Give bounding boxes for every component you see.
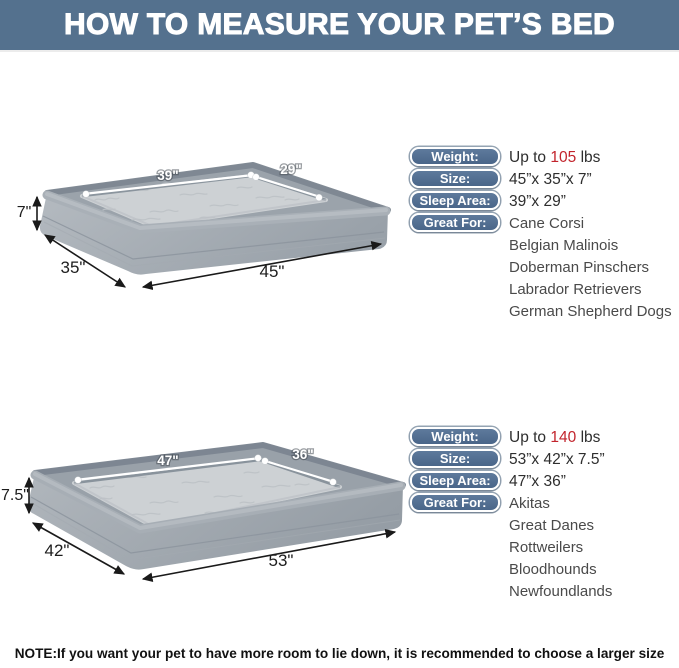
sleep-area-label-pill — [410, 471, 500, 490]
sleep-length-label: 39" — [157, 168, 179, 183]
weight-unit: lbs — [580, 429, 601, 446]
bed-diagram-small — [0, 100, 400, 315]
size-label-pill — [410, 449, 500, 468]
great-for-label-pill — [410, 493, 500, 512]
great-for-label: Great For: — [423, 495, 487, 510]
sleep-area-row — [410, 191, 676, 211]
breed-item: Great Danes — [509, 517, 595, 534]
height-label: 7.5" — [1, 487, 29, 504]
sleep-area-label-pill — [410, 191, 500, 210]
size-row — [410, 449, 676, 469]
breed-item: Belgian Malinois — [509, 237, 619, 254]
depth-label: 35" — [60, 258, 86, 277]
size-label-pill — [410, 169, 500, 188]
great-for-row — [410, 213, 676, 324]
sleep-area-label: Sleep Area: — [419, 473, 491, 488]
sleep-area-value: 47”x 36” — [509, 473, 566, 490]
weight-label: Weight: — [431, 149, 479, 164]
breed-item: Cane Corsi — [509, 215, 585, 232]
page-title: HOW TO MEASURE YOUR PET’S BED — [64, 8, 615, 41]
sleep-area-row — [410, 471, 676, 491]
weight-number: 140 — [550, 429, 577, 446]
great-for-label: Great For: — [423, 215, 487, 230]
weight-value — [509, 147, 600, 167]
weight-number: 105 — [550, 149, 577, 166]
weight-label-pill — [410, 147, 500, 166]
size-row — [410, 169, 676, 189]
height-label: 7" — [16, 204, 32, 221]
breed-item: Doberman Pinschers — [509, 259, 650, 276]
weight-prefix: Up to — [509, 429, 547, 446]
size-note: NOTE:If you want your pet to have more room to lie down, it is recommended to choose a larger size — [14, 646, 665, 661]
sleep-length-label: 47" — [157, 453, 179, 468]
breed-item: Labrador Retrievers — [509, 281, 642, 298]
spec-block-large-bed — [410, 427, 676, 606]
breed-list — [509, 493, 612, 604]
height-dimension — [1, 478, 29, 513]
weight-row — [410, 147, 676, 167]
great-for-row — [410, 493, 676, 604]
breed-item: German Shepherd Dogs — [509, 303, 672, 320]
depth-label: 42" — [44, 541, 70, 560]
breed-item: Bloodhounds — [509, 561, 597, 578]
breed-list — [509, 213, 672, 324]
sleep-width-label: 36" — [292, 447, 314, 462]
weight-value — [509, 427, 600, 447]
header-banner — [0, 0, 679, 52]
size-value: 45”x 35”x 7” — [509, 171, 592, 188]
spec-block-small-bed — [410, 147, 676, 326]
size-value: 53”x 42”x 7.5” — [509, 451, 605, 468]
sleep-width-label: 29" — [280, 162, 302, 177]
breed-item: Akitas — [509, 495, 550, 512]
length-label: 45" — [259, 262, 285, 281]
sleep-area-value: 39”x 29” — [509, 193, 566, 210]
size-label: Size: — [439, 451, 471, 466]
bed-diagram-large — [0, 393, 410, 623]
weight-row — [410, 427, 676, 447]
breed-item: Newfoundlands — [509, 583, 613, 600]
weight-label: Weight: — [431, 429, 479, 444]
length-label: 53" — [268, 551, 294, 570]
size-label: Size: — [439, 171, 471, 186]
weight-label-pill — [410, 427, 500, 446]
weight-unit: lbs — [580, 149, 601, 166]
weight-prefix: Up to — [509, 149, 547, 166]
sleep-area-label: Sleep Area: — [419, 193, 491, 208]
breed-item: Rottweilers — [509, 539, 584, 556]
great-for-label-pill — [410, 213, 500, 232]
height-dimension — [17, 197, 37, 230]
